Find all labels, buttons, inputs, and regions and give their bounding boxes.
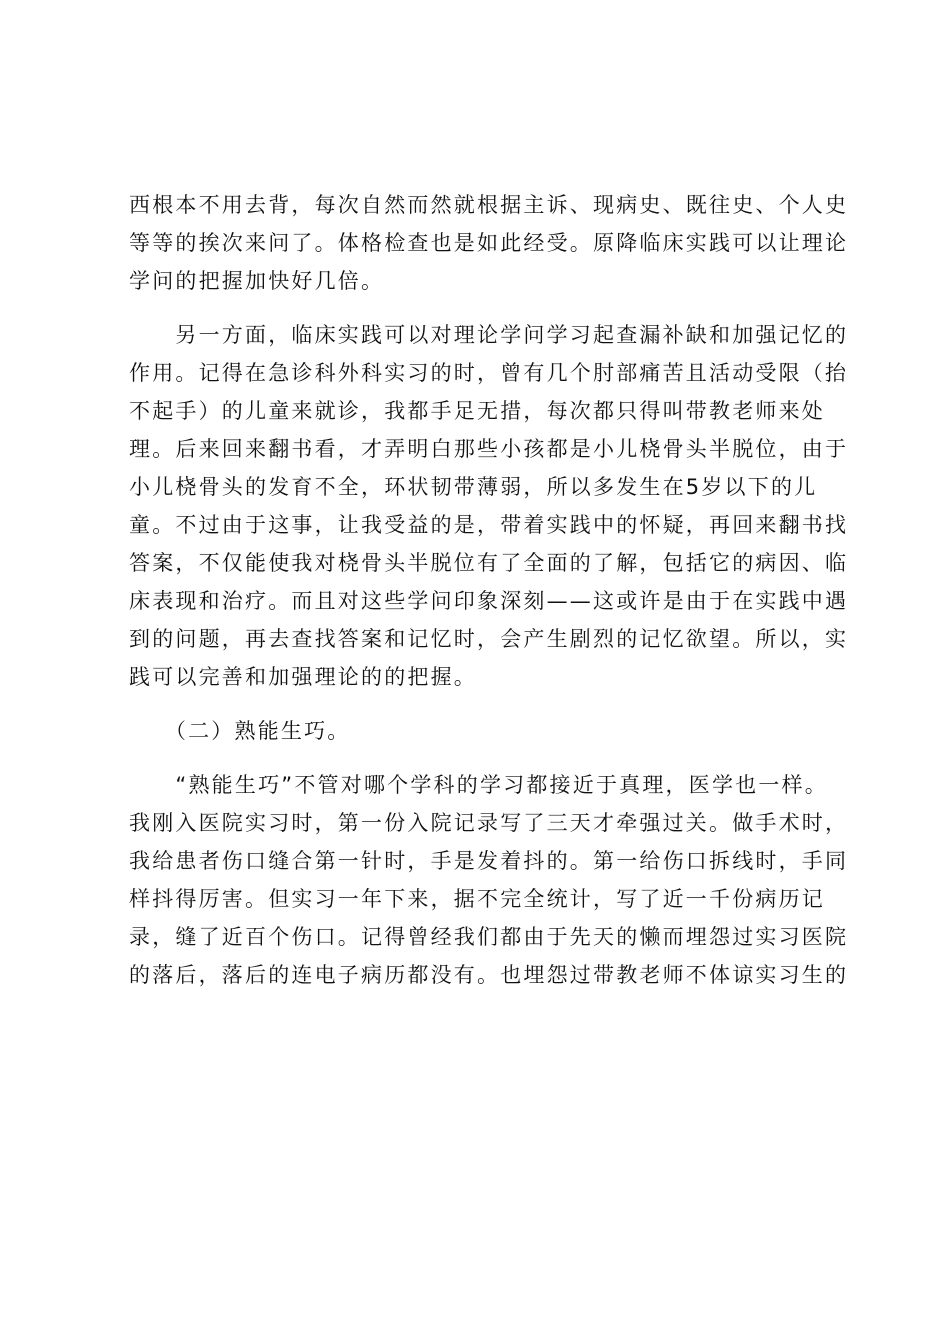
text-line: 践可以完善和加强理论的的把握。: [129, 665, 477, 689]
body-text: [129, 186, 849, 994]
text-line: 作用。记得在急诊科外科实习的时，曾有几个肘部痛苦且活动受限（抬: [129, 361, 849, 385]
text-line: 样抖得厉害。但实习一年下来，据不完全统计，写了近一千份病历记: [129, 887, 825, 911]
text-line: 床表现和治疗。而且对这些学问印象深刻——这或许是由于在实践中遇: [129, 589, 849, 613]
text-line: 小儿桡骨头的发育不全，环状韧带薄弱，所以多发生在5岁以下的儿: [129, 475, 818, 499]
text-line: （二）熟能生巧。: [129, 719, 351, 743]
text-line: 另一方面，临床实践可以对理论学问学习起查漏补缺和加强记忆的: [129, 323, 849, 347]
text-line: 我给患者伤口缝合第一针时，手是发着抖的。第一给伤口拆线时，手同: [129, 849, 849, 873]
text-line: 到的问题，再去查找答案和记忆时，会产生剧烈的记忆欲望。所以，实: [129, 627, 849, 651]
text-line: 童。不过由于这事，让我受益的是，带着实践中的怀疑，再回来翻书找: [129, 513, 849, 537]
text-line: 的落后，落后的连电子病历都没有。也埋怨过带教老师不体谅实习生的: [129, 963, 849, 987]
text-line: 答案，不仅能使我对桡骨头半脱位有了全面的了解，包括它的病因、临: [129, 551, 849, 575]
text-line: 录，缝了近百个伤口。记得曾经我们都由于先天的懒而埋怨过实习医院: [129, 925, 849, 949]
text-line: 不起手）的儿童来就诊，我都手足无措，每次都只得叫带教老师来处: [129, 399, 825, 423]
text-line: 西根本不用去背，每次自然而然就根据主诉、现病史、既往史、个人史: [129, 193, 849, 217]
text-line: 我刚入医院实习时，第一份入院记录写了三天才牵强过关。做手术时，: [129, 811, 849, 835]
text-line: 理。后来回来翻书看，才弄明白那些小孩都是小儿桡骨头半脱位，由于: [129, 437, 849, 461]
text-line: “熟能生巧”不管对哪个学科的学习都接近于真理，医学也一样。: [129, 773, 828, 797]
text-line: 学问的把握加快好几倍。: [129, 269, 385, 293]
text-line: 等等的挨次来问了。体格检查也是如此经受。原降临床实践可以让理论: [129, 231, 849, 255]
